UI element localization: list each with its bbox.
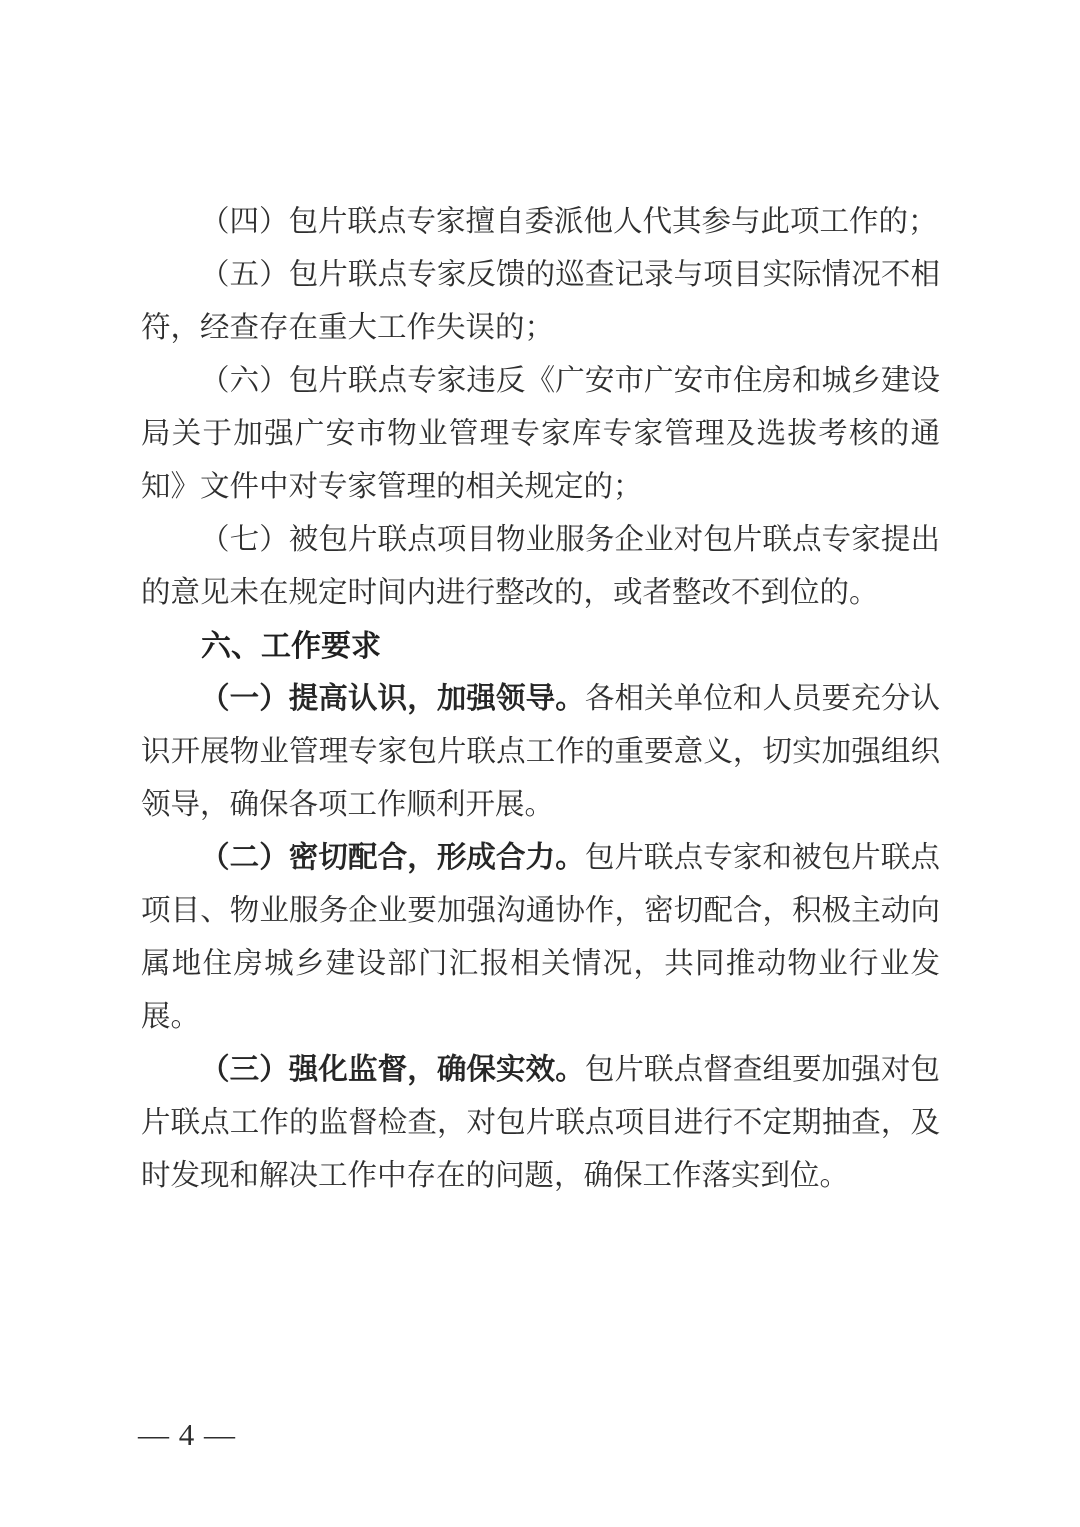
clause-text: （五）包片联点专家反馈的巡查记录与项目实际情况不相符，经查存在重大工作失误的； <box>141 259 940 344</box>
requirement-lead: （三）强化监督，确保实效。 <box>200 1054 585 1086</box>
requirement-lead: （二）密切配合，形成合力。 <box>200 842 585 874</box>
clause-text: （四）包片联点专家擅自委派他人代其参与此项工作的； <box>200 206 938 238</box>
requirement-body: 各相关单位和人员要充分认识开展物业管理专家包片联点工作的重要意义，切实加强组织领导，确保各项工作顺利开展。 <box>141 683 940 821</box>
requirement-paragraph-2 <box>141 832 940 1044</box>
requirement-body: 包片联点督查组要加强对包片联点工作的监督检查，对包片联点项目进行不定期抽查，及时发现和解决工作中存在的问题，确保工作落实到位。 <box>141 1054 940 1192</box>
page-number: — 4 — <box>138 1417 236 1452</box>
requirement-paragraph-3 <box>141 1044 940 1203</box>
document-body <box>141 196 940 1203</box>
clause-text: （七）被包片联点项目物业服务企业对包片联点专家提出的意见未在规定时间内进行整改的，或者整改不到位的。 <box>141 524 940 609</box>
clause-text: （六）包片联点专家违反《广安市广安市住房和城乡建设局关于加强广安市物业管理专家库专家管理及选拔考核的通知》文件中对专家管理的相关规定的； <box>141 365 940 503</box>
clause-paragraph-5 <box>141 249 940 355</box>
clause-paragraph-4 <box>141 196 940 249</box>
section-heading-work-requirements: 六、工作要求 <box>201 630 381 663</box>
requirement-lead: （一）提高认识，加强领导。 <box>200 683 585 715</box>
clause-paragraph-7 <box>141 514 940 620</box>
requirement-paragraph-1 <box>141 673 940 832</box>
clause-paragraph-6 <box>141 355 940 514</box>
requirement-body: 包片联点专家和被包片联点项目、物业服务企业要加强沟通协作，密切配合，积极主动向属地住房城乡建设部门汇报相关情况，共同推动物业行业发展。 <box>141 842 940 1033</box>
